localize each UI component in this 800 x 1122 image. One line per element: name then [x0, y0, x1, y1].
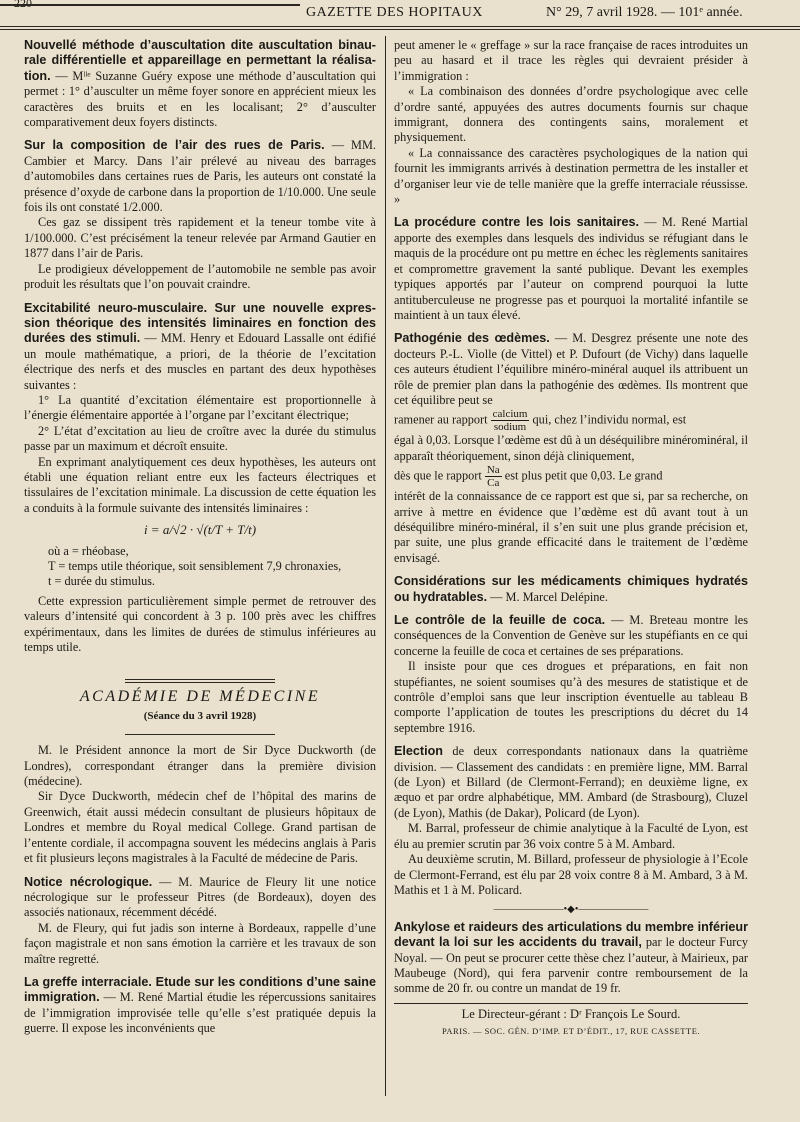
paragraph: Sir Dyce Duckworth, médecin chef de l’hôpital des marins de Greenwich, était aussi médecin consultant de plusieurs hôpitaux de Londres et membre du Royal medical College. Grand partisan de l’entente cordiale, il accompagna souvent les médecins anglais à Paris et fit plusieurs leçons magistrales à la Faculté de médecine de Paris.	[24, 789, 376, 866]
masthead-rule	[0, 26, 800, 27]
section-title-academie: ACADÉMIE DE MÉDECINE	[79, 688, 321, 706]
definition-t: t = durée du stimulus.	[48, 574, 156, 589]
quote: « La connaissance des caractères psychologiques de la nation qui fournit les immigrants arrivés à destination permettra de les installer et d’organiser leur vie de telle manière que la greffe interraciale réussisse. »	[394, 145, 748, 207]
heading-election: Election	[394, 744, 443, 759]
page-number	[14, 0, 32, 16]
paragraph: intérêt de la connaissance de ce rapport est que si, par sa recherche, on arrive à mettre en évidence que l’œdème est dû avant tout à un déséquilibre minéro-minéral, il s’en suit une plus grande précision et, par suite, une plus grande efficacité dans le traitement de l’œdème envisagé.	[394, 489, 748, 565]
masthead-rule-2	[0, 29, 800, 30]
divider	[125, 734, 275, 735]
heading-auscultation: Nouvellé méthode d’auscultation dite auscultation binaurale différentielle et appareillage en permettant la réalisation.	[24, 38, 376, 83]
journal-title: GAZETTE DES HOPITAUX	[306, 5, 483, 20]
seance-date: (Séance du 3 avril 1928)	[143, 709, 257, 722]
heading-necrologie: Notice nécrologique.	[24, 874, 153, 889]
heading-oedemes: Pathogénie des œdèmes.	[394, 331, 550, 346]
heading-air-paris: Sur la composition de l’air des rues de Paris.	[24, 138, 325, 153]
paragraph: Le prodigieux développement de l’automobile ne semble pas avoir produit les résultats que l’on pouvait craindre.	[24, 261, 376, 292]
article-election: Election de deux correspondants nationaux dans la quatrième division. — Classement des candidats : en première ligne, MM. Barral (de Lyon) et Billard (de Clermont-Ferrand); en deuxième ligne, ex æquo et par ordre alphabétique, MM. Ambard (de Strasbourg), Cluzel (de Lyon), Mathis (de Dakar), Policard (de Lyon).	[394, 744, 748, 820]
right-column	[394, 38, 748, 1040]
article-necrologie: Notice nécrologique. — M. Maurice de Fleury lit une notice nécrologique sur le professeur Pitres (de Bordeaux), doyen des associés nationaux, récemment décédé.	[24, 874, 376, 920]
fraction-na-ca: $\frac{Na}{Ca}$	[486, 464, 500, 490]
paragraph: M. de Fleury, qui fut jadis son interne à Bordeaux, rappelle d’une façon magistrale et non sans émotion la carrière et les travaux de son maître regretté.	[24, 920, 376, 966]
definition-T: T = temps utile théorique, soit sensiblement 7,9 chronaxies,	[48, 559, 342, 573]
heading-excitabilite: Excitabilité neuro-musculaire. Sur une nouvelle expression théorique des intensités liminaires en fonction des durées des stimuli.	[24, 300, 376, 346]
heading-coca: Le contrôle de la feuille de coca.	[394, 613, 606, 627]
left-column	[24, 38, 376, 1037]
article-excitabilite: Excitabilité neuro-musculaire. Sur une nouvelle expression théorique des intensités liminaires en fonction des durées des stimuli. — MM. Henry et Edouard Lassalle ont édifié un moule mathématique, a priori, de la théorie de l’excitation électrique des nerfs et des muscles en partant des deux hypothèses suivantes :	[24, 300, 376, 392]
heading-procedure: La procédure contre les lois sanitaires.	[394, 215, 639, 230]
paragraph: Il insiste pour que ces drogues et préparations, en fait non stupéfiantes, ne soient soumises qu’à des mesures de statistique et de contrôle d’emploi sans que leur inscription éventuelle au tableau B comporte l’application de toutes les prescriptions du décret du 14 septembre 1916.	[394, 659, 748, 735]
formula-definitions	[24, 544, 376, 590]
hypothesis-2: 2° L’état d’excitation au lieu de croître avec la durée du stimulus passe par un maximum et décroît ensuite.	[24, 423, 376, 454]
section-divider	[125, 679, 275, 683]
director-line: Le Directeur-gérant : Dʳ François Le Sourd.	[394, 1003, 748, 1022]
article-air-paris: Sur la composition de l’air des rues de Paris. — MM. Cambier et Marcy. Dans l’air prélevé au niveau des barrages d’automobiles dans certaines rues de Paris, les auteurs ont constaté la présence d’oxyde de carbone dans la proportion de 1/10.000. Une seule fois ils ont constaté 1/2.000.	[24, 138, 376, 215]
paragraph: M. Barral, professeur de chimie analytique à la Faculté de Lyon, est élu au premier scrutin par 36 voix contre 5 à M. Ambard.	[394, 821, 748, 851]
ratio-line-1: ramener au rapport $\frac{\text{calcium}}{\text{sodium}}$ qui, chez l’individu normal, est	[394, 408, 687, 434]
paragraph: Au deuxième scrutin, M. Billard, professeur de physiologie à l’Ecole de Clermont-Ferrand, est élu par 28 voix contre 8 à M. Ambard, 3 à M. Mathis et 1 à M. Policard.	[394, 852, 748, 897]
column-divider	[385, 36, 386, 1096]
issue-info: N° 29, 7 avril 1928. — 101ᵉ année.	[546, 5, 743, 20]
printer-line: PARIS. — SOC. GÉN. D’IMP. ET D’ÉDIT., 17, RUE CASSETTE.	[441, 1026, 701, 1037]
fraction-calcium-sodium: $\frac{\text{calcium}}{\text{sodium}}$	[492, 408, 528, 434]
definition-a: où a = rhéobase,	[48, 543, 129, 558]
quote: « La combinaison des données d’ordre psychologique avec celle d’ordre santé, appuyées des autres documents fournis sur chaque immigrant, donnera des contingents sains, moralement et physiquement.	[394, 84, 748, 145]
heading-ankylose: Ankylose et raideurs des articulations du membre inférieur devant la loi sur les accidents du travail,	[394, 919, 748, 950]
paragraph: M. le Président annonce la mort de Sir Dyce Duckworth (de Londres), correspondant étranger dans la première division (médecine).	[24, 743, 376, 789]
paragraph: peut amener le « greffage » sur la race française de races introduites un peu au hasard et il trace les règles qui devraient présider à l’immigration :	[394, 38, 748, 83]
heading-greffe: La greffe interraciale. Etude sur les conditions d’une saine immigration.	[24, 974, 376, 1005]
ornament-divider: ———————•◆•———————	[493, 904, 649, 916]
heading-medicaments: Considérations sur les médicaments chimiques hydratés ou hydratables.	[394, 574, 748, 604]
paragraph: Cette expression particulièrement simple permet de retrouver des valeurs d’intensité qui concordent à 3 p. 100 près avec les chiffres expérimentaux, dans les limites de durées de stimulus inférieures au temps utile.	[24, 593, 376, 655]
formula-intensity: i = a/√2 · √(t/T + T/t)	[143, 522, 257, 538]
article-guery: Nouvellé méthode d’auscultation dite auscultation binaurale différentielle et appareillage en permettant la réalisation. — Mˡˡᵉ Suzanne Guéry expose une méthode d’auscultation qui permet : 1° d’ausculter un même foyer sonore en apprécient mieux les caractères des bruits et en les localisant; 2° d’ausculter comparativement deux foyers distincts.	[24, 38, 376, 130]
masthead-rule-left	[0, 4, 300, 6]
paragraph: égal à 0,03. Lorsque l’œdème est dû à un déséquilibre minérominéral, il apparaît théoriquement, sinon déjà cliniquement,	[394, 433, 748, 463]
article-medicaments: Considérations sur les médicaments chimiques hydratés ou hydratables. — M. Marcel Delépine.	[394, 574, 748, 604]
article-oedemes: Pathogénie des œdèmes. — M. Desgrez présente une note des docteurs P.-L. Violle (de Vittel) et P. Dufourt (de Vichy) dans laquelle ces auteurs étudient l’équilibre minéro-minéral auquel ils attribuent un rôle de premier plan dans la pathogénie des œdèmes. Ils montrent que cet équilibre peut se	[394, 331, 748, 407]
article-procedure: La procédure contre les lois sanitaires. — M. René Martial apporte des exemples dans lesquels des individus se réfugiant dans le maquis de la procédure ont pu mettre en échec les règlements sanitaires et compromettre gravement la santé publique. Devant les exemples typiques apportés par l’auteur on comprend pourquoi la lutte antituberculeuse ne progresse pas et pourquoi la mortalité infantile se maintient à un taux élevé.	[394, 215, 749, 322]
article-coca: Le contrôle de la feuille de coca. — M. Breteau montre les conséquences de la Convention de Genève sur les stupéfiants en ce qui concerne la feuille de coca et certaines de ses préparations.	[394, 613, 748, 658]
hypothesis-1: 1° La quantité d’excitation élémentaire est proportionnelle à l’énergie élémentaire apportée à l’organe par l’excitant électrique;	[24, 392, 376, 423]
paragraph: Ces gaz se dissipent très rapidement et la teneur tombe vite à 1/100.000. C’est précisément la teneur relevée par Armand Gautier en 1877 dans l’air de Paris.	[24, 215, 376, 261]
ratio-line-2: dès que le rapport $\frac{Na}{Ca}$ est plus petit que 0,03. Le grand	[394, 464, 663, 490]
paragraph: En exprimant analytiquement ces deux hypothèses, les auteurs ont établi une équation reliant entre eux les facteurs électriques et tissulaires de l’excitation minimale. La discussion de cette équation les a conduits à la formule suivante des intensités liminaires :	[24, 454, 376, 515]
article-ankylose: Ankylose et raideurs des articulations du membre inférieur devant la loi sur les accidents du travail, par le docteur Furcy Noyal. — On peut se procurer cette thèse chez l’auteur, à Mairieux, par Maubeuge (Nord), qui fera parvenir contre remboursement de la somme de 20 fr. ou contre un mandat de 19 fr.	[394, 919, 748, 996]
article-greffe: La greffe interraciale. Etude sur les conditions d’une saine immigration. — M. René Martial étudie les répercussions sanitaires de l’immigration improvisée telle qu’elle s’est pratiquée depuis la guerre. Il expose les inconvénients que	[24, 974, 376, 1036]
